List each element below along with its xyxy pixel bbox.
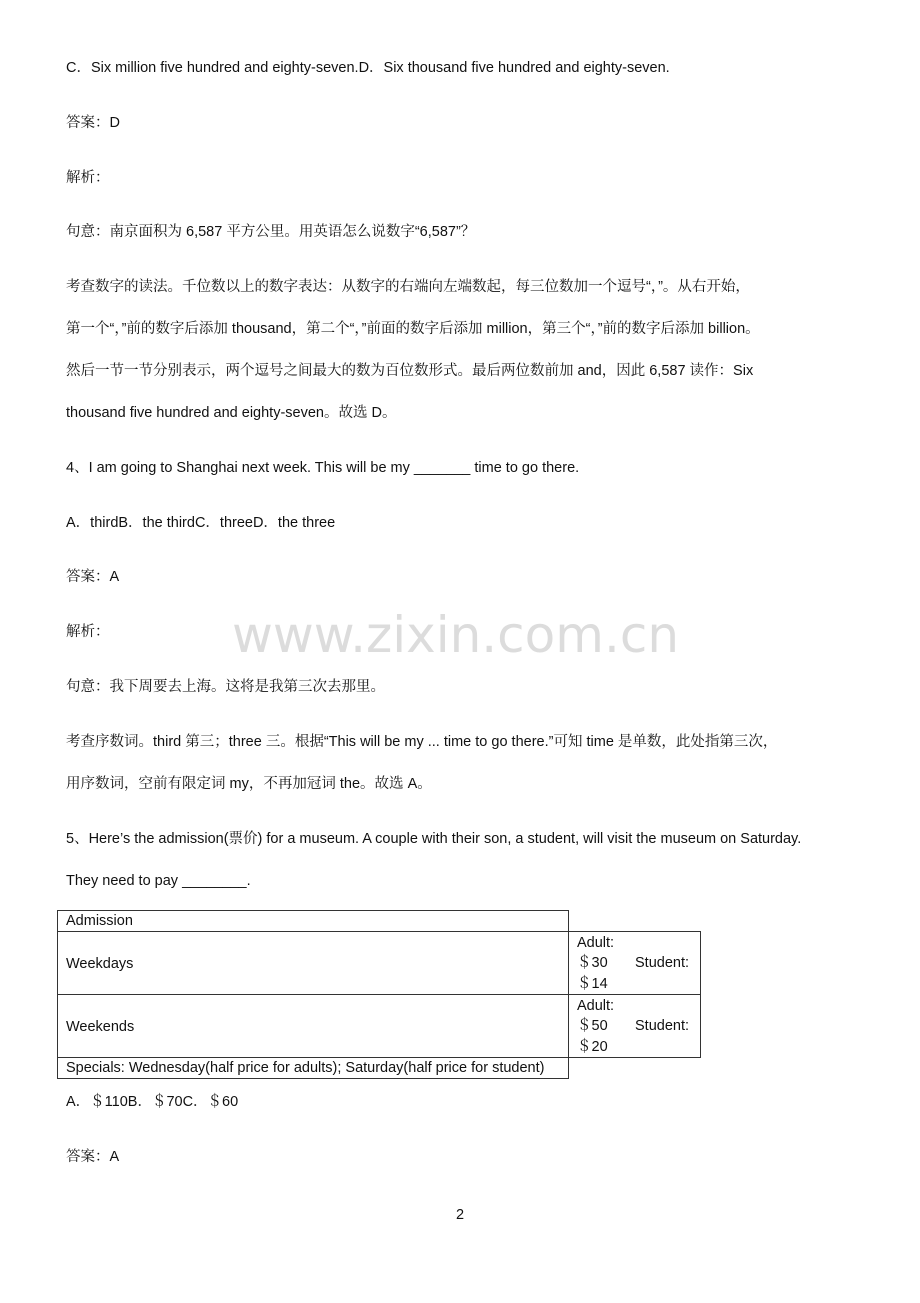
text-line: They need to pay ________. <box>66 873 251 889</box>
adult-price: ＄50 <box>577 1018 608 1034</box>
table-header: Admission <box>66 913 133 929</box>
text-line: thousand five hundred and eighty-seven。故选 D。 <box>66 405 397 421</box>
table-row-prices <box>568 994 701 1058</box>
row-label: Weekends <box>66 1019 135 1035</box>
student-label: Student: <box>635 1018 690 1034</box>
page-number: 2 <box>455 1207 465 1223</box>
text-line: 答案：A <box>66 569 120 585</box>
text-line: 解析： <box>66 624 110 640</box>
adult-label: Adult: <box>577 998 615 1014</box>
table-header-cell <box>57 910 569 932</box>
text-line: 考查序数词。third 第三；three 三。根据“This will be my ... time to go there.”可知 time 是单数，此处指第三次， <box>66 734 778 750</box>
text-line: 句意：我下周要去上海。这将是我第三次去那里。 <box>66 679 385 695</box>
table-footer-cell <box>57 1057 569 1079</box>
text-line: 然后一节一节分别表示，两个逗号之间最大的数为百位数形式。最后两位数前加 and，因此 6,587 读作：Six <box>66 363 754 379</box>
row-label: Weekdays <box>66 956 134 972</box>
text-line: 用序数词，空前有限定词 my，不再加冠词 the。故选 A。 <box>66 776 432 792</box>
adult-label: Adult: <box>577 935 615 951</box>
text-line: 答案：A <box>66 1149 120 1165</box>
table-row-prices <box>568 931 701 995</box>
table-footer: Specials: Wednesday(half price for adults); Saturday(half price for student) <box>66 1060 545 1076</box>
text-line: C．Six million five hundred and eighty-seven.D．Six thousand five hundred and eighty-seven. <box>66 60 670 76</box>
text-line: 答案：D <box>66 115 120 131</box>
student-price: ＄20 <box>577 1039 608 1055</box>
options-5: A．＄110B．＄70C．＄60 <box>66 1094 239 1110</box>
adult-price: ＄30 <box>577 955 608 971</box>
options-4: A．thirdB．the thirdC．threeD．the three <box>66 515 336 531</box>
watermark: www.zixin.com.cn <box>232 606 680 664</box>
student-label: Student: <box>635 955 690 971</box>
text-line: 考查数字的读法。千位数以上的数字表达：从数字的右端向左端数起，每三位数加一个逗号“，”。从右开始， <box>66 279 750 295</box>
question-4: 4、I am going to Shanghai next week. This will be my _______ time to go there. <box>66 460 580 476</box>
question-5: 5、Here’s the admission(票价) for a museum. A couple with their son, a student, will visit the museum on Saturday. <box>66 831 802 847</box>
text-line: 第一个“，”前的数字后添加 thousand，第二个“，”前面的数字后添加 million，第三个“，”前的数字后添加 billion。 <box>66 321 760 337</box>
table-row-label <box>57 994 569 1058</box>
text-line: 解析： <box>66 170 110 186</box>
text-line: 句意：南京面积为 6,587 平方公里。用英语怎么说数字“6,587”？ <box>66 224 476 240</box>
student-price: ＄14 <box>577 976 608 992</box>
table-row-label <box>57 931 569 995</box>
